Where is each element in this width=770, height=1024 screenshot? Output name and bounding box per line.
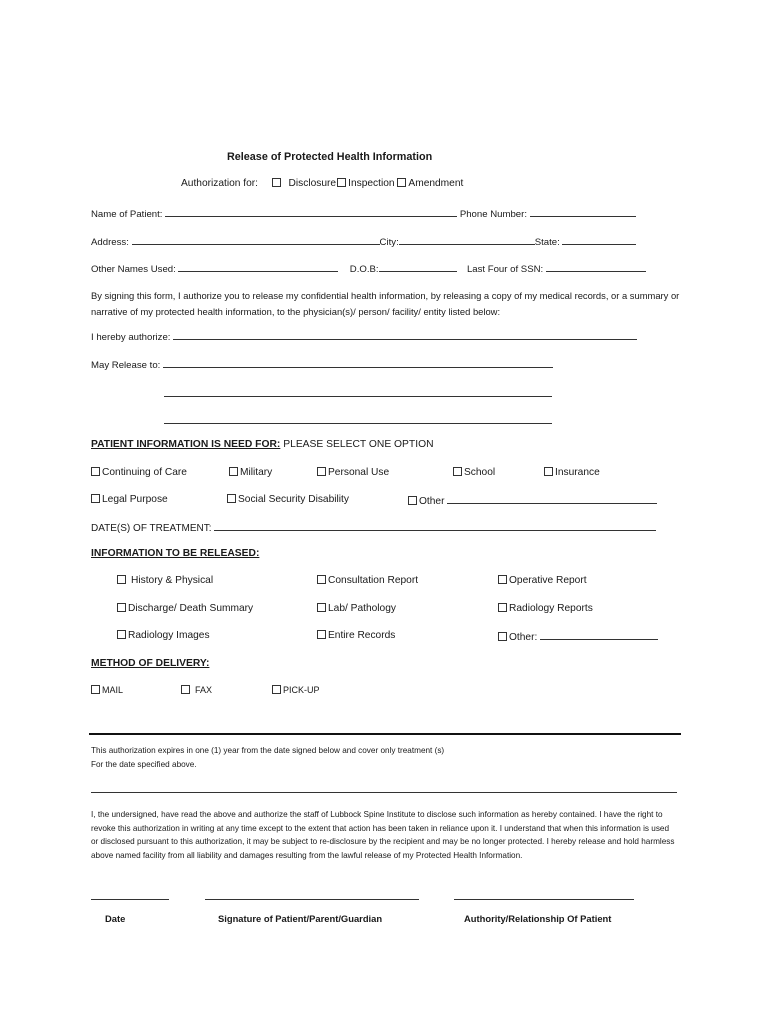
may-release-line-2[interactable] bbox=[164, 396, 552, 397]
checkbox[interactable] bbox=[453, 467, 462, 476]
release-lab-pathology[interactable] bbox=[317, 603, 396, 614]
option-label: Legal Purpose bbox=[102, 494, 168, 505]
state-label: State: bbox=[534, 237, 560, 248]
inspection-checkbox[interactable] bbox=[337, 178, 346, 187]
other-names-row bbox=[91, 262, 646, 275]
release-history-physical[interactable] bbox=[117, 575, 213, 586]
consent-text: By signing this form, I authorize you to release my confidential health information, by releasing a copy of my medical records, or a summary or narrative of my protected health information, to the physician(s)/ person/ facility/ entity listed below: bbox=[91, 290, 680, 317]
inspection-label: Inspection bbox=[348, 178, 395, 189]
ssn-field[interactable] bbox=[546, 262, 646, 272]
checkbox[interactable] bbox=[91, 685, 100, 694]
option-label: Operative Report bbox=[509, 575, 587, 586]
option-label: Other: bbox=[509, 632, 538, 643]
option-label: Entire Records bbox=[328, 630, 396, 641]
checkbox[interactable] bbox=[544, 467, 553, 476]
checkbox[interactable] bbox=[181, 685, 190, 694]
option-label: Radiology Images bbox=[128, 630, 210, 641]
address-field[interactable] bbox=[132, 235, 380, 245]
authorization-label: Authorization for: bbox=[181, 178, 259, 189]
release-radiology-images[interactable] bbox=[117, 630, 210, 641]
option-label: Social Security Disability bbox=[238, 494, 349, 505]
option-label: PICK-UP bbox=[283, 685, 320, 695]
option-label: Radiology Reports bbox=[509, 603, 593, 614]
option-label: Consultation Report bbox=[328, 575, 419, 586]
patient-name-field[interactable] bbox=[165, 207, 457, 217]
dob-label: D.O.B: bbox=[349, 264, 379, 275]
may-release-line-3[interactable] bbox=[164, 423, 552, 424]
release-discharge-summary[interactable] bbox=[117, 603, 253, 614]
purpose-legal[interactable] bbox=[91, 494, 168, 505]
purpose-school[interactable] bbox=[453, 467, 495, 478]
checkbox[interactable] bbox=[317, 467, 326, 476]
purpose-personal-use[interactable] bbox=[317, 467, 389, 478]
date-label: Date bbox=[105, 913, 126, 924]
patient-name-label: Name of Patient: bbox=[91, 209, 163, 220]
option-label: MAIL bbox=[102, 685, 124, 695]
checkbox[interactable] bbox=[317, 630, 326, 639]
checkbox[interactable] bbox=[498, 575, 507, 584]
option-label: School bbox=[464, 467, 496, 478]
phone-field[interactable] bbox=[530, 207, 636, 217]
checkbox[interactable] bbox=[117, 575, 126, 584]
expiry-line-1: This authorization expires in one (1) year from the date signed below and cover only treatment (s) bbox=[91, 746, 445, 755]
relationship-signature-line[interactable] bbox=[454, 899, 634, 900]
checkbox[interactable] bbox=[117, 603, 126, 612]
other-names-label: Other Names Used: bbox=[91, 264, 176, 275]
option-label: History & Physical bbox=[131, 575, 214, 586]
dates-of-treatment-row bbox=[91, 521, 656, 534]
expiry-line-2: For the date specified above. bbox=[91, 760, 197, 769]
release-radiology-reports[interactable] bbox=[498, 603, 593, 614]
purpose-insurance[interactable] bbox=[544, 467, 600, 478]
option-label: Discharge/ Death Summary bbox=[128, 603, 254, 614]
checkbox[interactable] bbox=[317, 575, 326, 584]
patient-info-heading: PATIENT INFORMATION IS NEED FOR: bbox=[91, 439, 281, 450]
release-consultation-report[interactable] bbox=[317, 575, 418, 586]
relationship-label: Authority/Relationship Of Patient bbox=[464, 913, 612, 924]
delivery-heading: METHOD OF DELIVERY: bbox=[91, 658, 210, 669]
phone-label: Phone Number: bbox=[459, 209, 528, 220]
option-label: Military bbox=[240, 467, 273, 478]
checkbox[interactable] bbox=[272, 685, 281, 694]
signature-label: Signature of Patient/Parent/Guardian bbox=[218, 913, 383, 924]
city-label: City: bbox=[379, 237, 399, 248]
checkbox[interactable] bbox=[498, 632, 507, 641]
authorization-row bbox=[181, 178, 463, 189]
purpose-continuing-care[interactable] bbox=[91, 467, 187, 478]
hereby-authorize-field[interactable] bbox=[173, 330, 637, 340]
dates-of-treatment-label: DATE(S) OF TREATMENT: bbox=[91, 523, 212, 534]
checkbox[interactable] bbox=[91, 494, 100, 503]
checkbox[interactable] bbox=[408, 496, 417, 505]
page-title: Release of Protected Health Information bbox=[227, 151, 433, 163]
patient-signature-line[interactable] bbox=[205, 899, 419, 900]
may-release-label: May Release to: bbox=[91, 360, 161, 371]
other-purpose-field[interactable] bbox=[447, 494, 657, 504]
hereby-authorize-label: I hereby authorize: bbox=[91, 332, 171, 343]
expiry-date-line[interactable] bbox=[91, 792, 677, 793]
option-label: Continuing of Care bbox=[102, 467, 187, 478]
disclosure-label: Disclosure bbox=[288, 178, 337, 189]
address-row bbox=[91, 235, 636, 248]
state-field[interactable] bbox=[562, 235, 636, 245]
date-signature-line[interactable] bbox=[91, 899, 169, 900]
release-entire-records[interactable] bbox=[317, 630, 395, 641]
release-operative-report[interactable] bbox=[498, 575, 587, 586]
release-other-field[interactable] bbox=[540, 630, 658, 640]
option-label: FAX bbox=[195, 685, 213, 695]
section-divider bbox=[89, 733, 681, 735]
checkbox[interactable] bbox=[117, 630, 126, 639]
purpose-social-security[interactable] bbox=[227, 494, 349, 505]
amendment-label: Amendment bbox=[408, 178, 464, 189]
disclosure-checkbox[interactable] bbox=[272, 178, 281, 187]
purpose-military[interactable] bbox=[229, 467, 272, 478]
may-release-row bbox=[91, 358, 553, 371]
city-field[interactable] bbox=[399, 235, 535, 245]
may-release-field[interactable] bbox=[163, 358, 553, 368]
purpose-other[interactable] bbox=[408, 494, 657, 507]
address-label: Address: bbox=[91, 237, 129, 248]
other-names-field[interactable] bbox=[178, 262, 338, 272]
ssn-label: Last Four of SSN: bbox=[466, 264, 544, 275]
dob-field[interactable] bbox=[379, 262, 457, 272]
option-label: Other bbox=[419, 496, 445, 507]
checkbox[interactable] bbox=[91, 467, 100, 476]
release-other[interactable] bbox=[498, 630, 658, 643]
delivery-fax[interactable] bbox=[181, 685, 212, 695]
release-text: I, the undersigned, have read the above and authorize the staff of Lubbock Spine Institute to disclose such information as hereby contained. I have the right to revoke this authorization in writing at any time except to the extent that action has been taken in reliance upon it. I understand that when this information is used or disclosed pursuant to this authorization, it may be subject to re-disclosure by the recipient and may be no longer protected. I hereby release and hold harmless above named facility from all liability and damages resulting from the lawful release of my Protected Health Information. bbox=[91, 810, 675, 860]
delivery-pickup[interactable] bbox=[272, 685, 320, 695]
option-label: Insurance bbox=[555, 467, 600, 478]
info-released-heading: INFORMATION TO BE RELEASED: bbox=[91, 548, 260, 559]
patient-name-row bbox=[91, 207, 636, 220]
patient-info-instruction: PLEASE SELECT ONE OPTION bbox=[283, 439, 434, 450]
amendment-checkbox[interactable] bbox=[397, 178, 406, 187]
patient-info-heading-row bbox=[91, 439, 434, 450]
dates-of-treatment-field[interactable] bbox=[214, 521, 656, 531]
checkbox[interactable] bbox=[229, 467, 238, 476]
checkbox[interactable] bbox=[227, 494, 236, 503]
checkbox[interactable] bbox=[498, 603, 507, 612]
checkbox[interactable] bbox=[317, 603, 326, 612]
option-label: Lab/ Pathology bbox=[328, 603, 396, 614]
delivery-mail[interactable] bbox=[91, 685, 123, 695]
hereby-authorize-row bbox=[91, 330, 637, 343]
option-label: Personal Use bbox=[328, 467, 390, 478]
